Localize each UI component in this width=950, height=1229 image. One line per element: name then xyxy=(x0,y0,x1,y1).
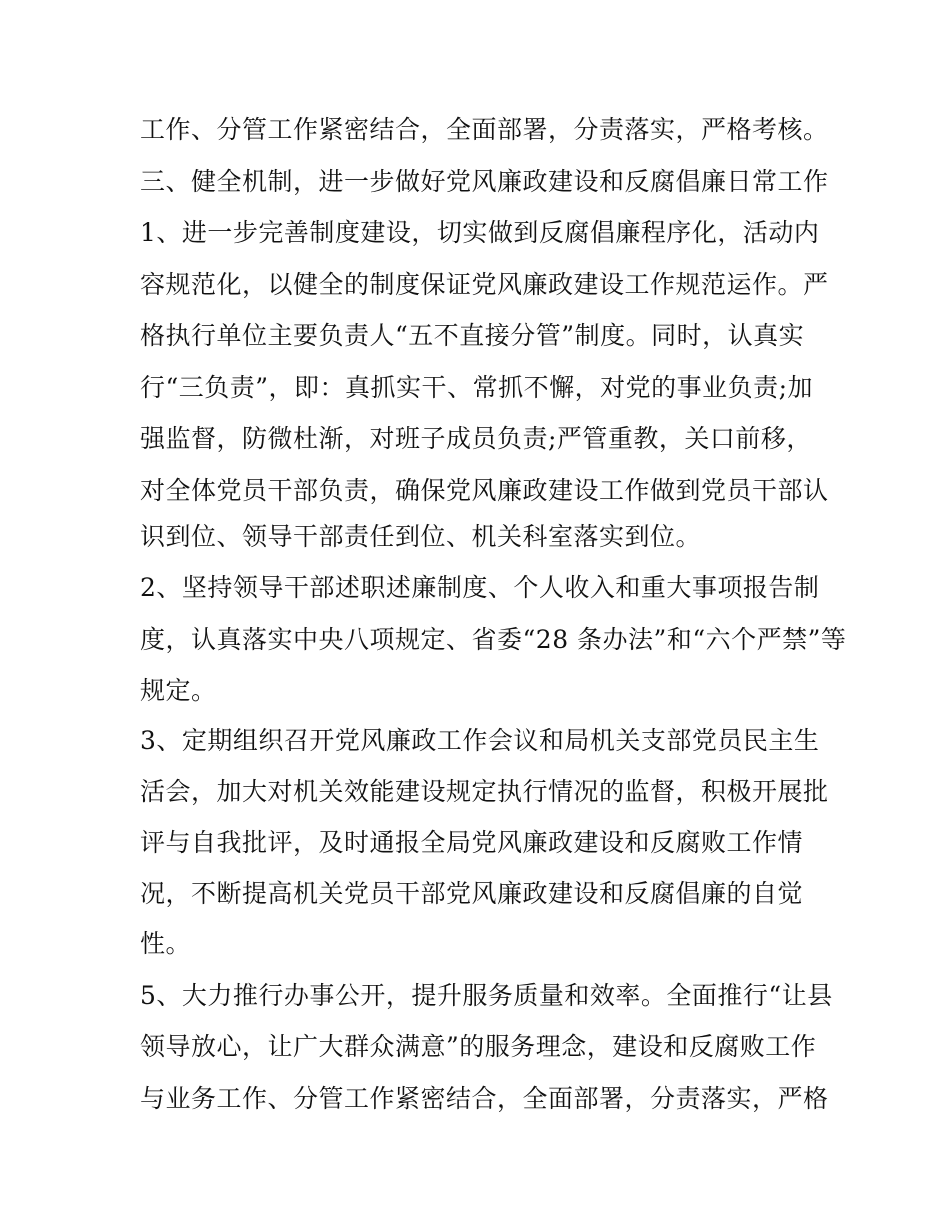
text-line: 对全体党员干部负责，确保党风廉政建设工作做到党员干部认 xyxy=(140,476,829,505)
text-line: 容规范化，以健全的制度保证党风廉政建设工作规范运作。严 xyxy=(140,270,829,299)
text-line: 3、定期组织召开党风廉政工作会议和局机关支部党员民主生 xyxy=(140,726,820,755)
text-line: 度，认真落实中央八项规定、省委“28 条办法”和“六个严禁”等 xyxy=(140,625,847,654)
text-line: 况，不断提高机关党员干部党风廉政建设和反腐倡廉的自觉 xyxy=(140,879,804,908)
text-line: 强监督，防微杜渐，对班子成员负责;严管重教，关口前移， xyxy=(140,424,812,453)
section-heading: 三、健全机制，进一步做好党风廉政建设和反腐倡廉日常工作 xyxy=(140,167,829,196)
text-line: 识到位、领导干部责任到位、机关科室落实到位。 xyxy=(140,522,702,551)
text-line: 领导放心，让广大群众满意”的服务理念，建设和反腐败工作 xyxy=(140,1032,817,1061)
text-line: 活会，加大对机关效能建设规定执行情况的监督，积极开展批 xyxy=(140,777,829,806)
text-line: 工作、分管工作紧密结合，全面部署，分责落实，严格考核。 xyxy=(140,115,829,144)
text-line: 性。 xyxy=(140,929,192,958)
text-line: 评与自我批评，及时通报全局党风廉政建设和反腐败工作情 xyxy=(140,828,804,857)
text-line: 1、进一步完善制度建设，切实做到反腐倡廉程序化，活动内 xyxy=(140,218,820,247)
text-line: 行“三负责”，即：真抓实干、常抓不懈，对党的事业负责;加 xyxy=(140,373,813,402)
text-line: 与业务工作、分管工作紧密结合，全面部署，分责落实，严格 xyxy=(140,1084,829,1113)
text-line: 规定。 xyxy=(140,676,217,705)
text-line: 2、坚持领导干部述职述廉制度、个人收入和重大事项报告制 xyxy=(140,573,820,602)
text-line: 5、大力推行办事公开，提升服务质量和效率。全面推行“让县 xyxy=(140,981,833,1010)
text-line: 格执行单位主要负责人“五不直接分管”制度。同时，认真实 xyxy=(140,321,805,350)
